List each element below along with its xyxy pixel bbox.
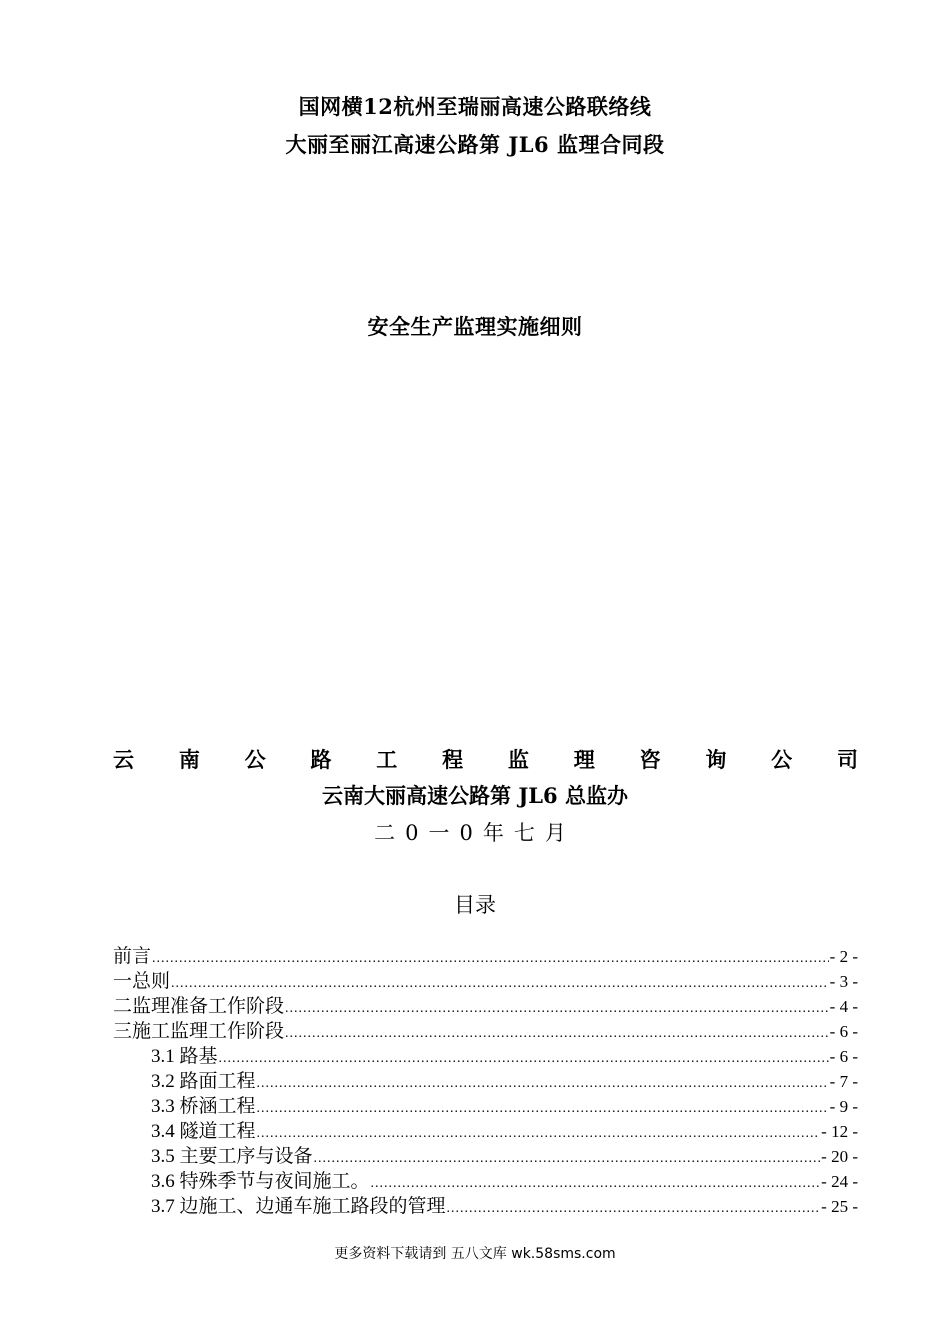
company-name: [113, 745, 858, 775]
toc-entry-page: - 3 -: [829, 972, 858, 991]
toc-entry-page: - 7 -: [829, 1072, 858, 1091]
toc-entry-label: 3.6 特殊季节与夜间施工。: [151, 1171, 370, 1192]
toc-entry-label: 3.3 桥涵工程: [151, 1096, 256, 1117]
toc-subentry[interactable]: [113, 1194, 858, 1219]
toc-leader: [285, 1021, 829, 1046]
company-char: 程: [442, 747, 464, 772]
toc-entry-label: 3.7 边施工、边通车施工路段的管理: [151, 1196, 446, 1217]
toc-entry-label: 一总则: [113, 971, 171, 992]
toc-leader: [285, 996, 829, 1021]
toc-leader: [257, 1121, 821, 1146]
document-title: 安全生产监理实施细则: [367, 314, 583, 339]
table-of-contents: [113, 944, 858, 1219]
toc-entry-page: - 2 -: [829, 947, 858, 966]
toc-leader: [257, 1071, 829, 1096]
company-char: 南: [178, 747, 200, 772]
company-char: 路: [310, 747, 332, 772]
toc-entry-label: 3.1 路基: [151, 1046, 218, 1067]
project-title-line-2: 大丽至丽江高速公路第 JL6 监理合同段: [285, 132, 665, 157]
company-char: 公: [771, 747, 793, 772]
toc-leader: [171, 971, 829, 996]
toc-entry-page: - 6 -: [829, 1022, 858, 1041]
toc-leader: [219, 1046, 829, 1071]
toc-subentry[interactable]: [113, 1144, 858, 1169]
company-char: 理: [573, 747, 595, 772]
toc-entry-label: 二监理准备工作阶段: [113, 996, 285, 1017]
toc-subentry[interactable]: [113, 1069, 858, 1094]
toc-subentry[interactable]: [113, 1169, 858, 1194]
company-char: 工: [376, 747, 398, 772]
toc-entry-label: 3.2 路面工程: [151, 1071, 256, 1092]
toc-entry-label: 三施工监理工作阶段: [113, 1021, 285, 1042]
project-title-line-1: 国网横12杭州至瑞丽高速公路联络线: [298, 94, 652, 119]
company-char: 询: [705, 747, 727, 772]
toc-leader: [152, 946, 829, 971]
toc-entry[interactable]: [113, 969, 858, 994]
company-char: 公: [244, 747, 266, 772]
toc-entry[interactable]: [113, 944, 858, 969]
toc-leader: [257, 1096, 829, 1121]
toc-entry[interactable]: [113, 994, 858, 1019]
toc-title: 目录: [454, 893, 496, 917]
toc-entry-page: - 20 -: [821, 1147, 858, 1166]
toc-leader: [314, 1146, 821, 1171]
supervision-office: 云南大丽高速公路第 JL6 总监办: [322, 783, 628, 808]
toc-entry-page: - 25 -: [821, 1197, 858, 1216]
toc-entry-page: - 4 -: [829, 997, 858, 1016]
toc-leader: [371, 1171, 821, 1196]
toc-entry-label: 3.4 隧道工程: [151, 1121, 256, 1142]
toc-leader: [447, 1196, 821, 1221]
company-char: 司: [836, 747, 858, 772]
company-char: 咨: [639, 747, 661, 772]
toc-entry-page: - 24 -: [821, 1172, 858, 1191]
footer-download-note: 更多资料下载请到 五八文库 wk.58sms.com: [334, 1246, 616, 1262]
toc-subentry[interactable]: [113, 1044, 858, 1069]
toc-subentry[interactable]: [113, 1119, 858, 1144]
company-char: 云: [113, 747, 134, 772]
company-char: 监: [507, 747, 529, 772]
toc-entry[interactable]: [113, 1019, 858, 1044]
toc-entry-label: 3.5 主要工序与设备: [151, 1146, 313, 1167]
toc-subentry[interactable]: [113, 1094, 858, 1119]
toc-entry-page: - 6 -: [829, 1047, 858, 1066]
toc-entry-page: - 12 -: [821, 1122, 858, 1141]
toc-entry-label: 前言: [113, 946, 152, 967]
toc-entry-page: - 9 -: [829, 1097, 858, 1116]
document-date: 二0一0年七月: [374, 821, 576, 845]
